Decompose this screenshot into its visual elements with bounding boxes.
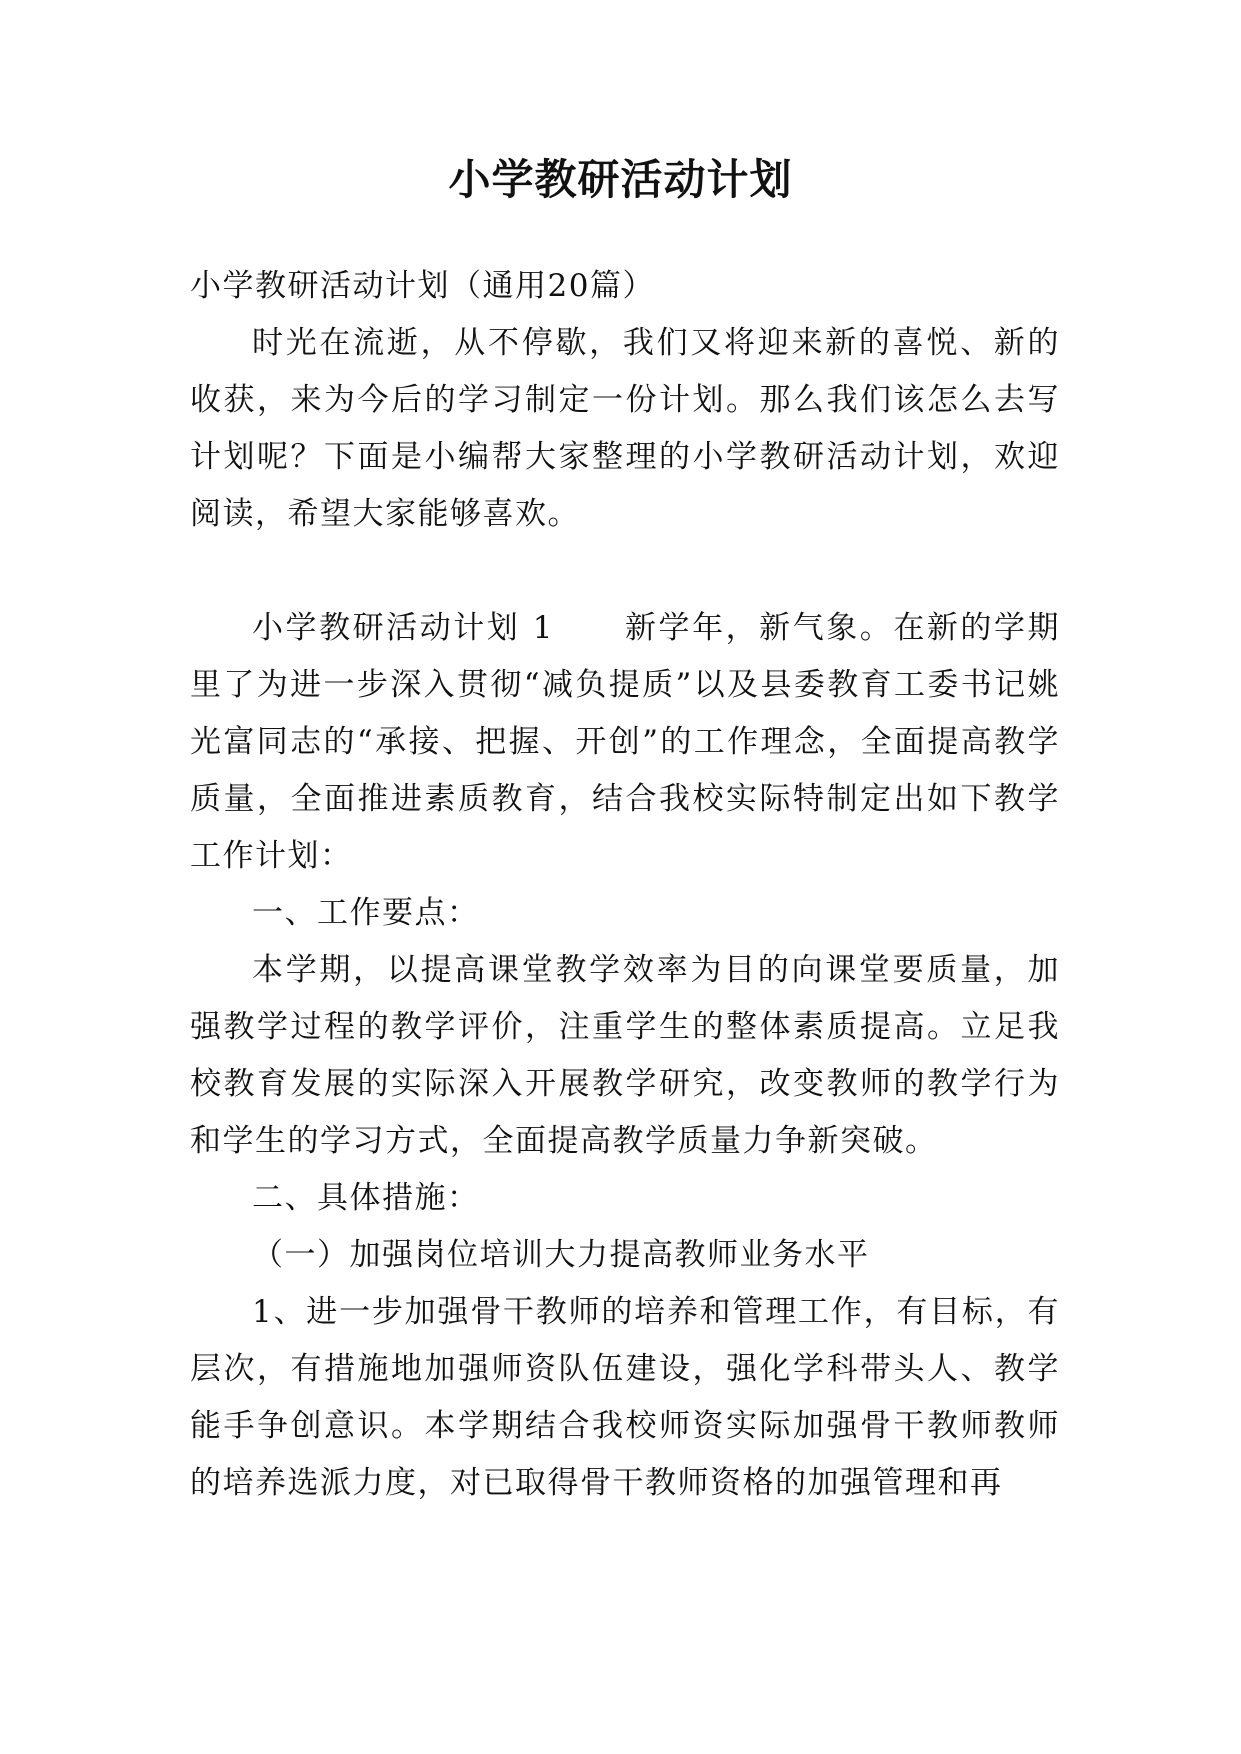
work-points-paragraph: 本学期，以提高课堂教学效率为目的向课堂要质量，加强教学过程的教学评价，注重学生的整体素质提高。立足我校教育发展的实际深入开展教学研究，改变教师的教学行为和学生的学习方式，全面提高教学质量力争新突破。 xyxy=(190,952,1060,1159)
paragraph-gap xyxy=(190,543,1060,600)
section-1-intro: 新学年，新气象。在新的学期里了为进一步深入贯彻“减负提质”以及县委教育工委书记姚光富同志的“承接、把握、开创”的工作理念，全面提高教学质量，全面推进素质教育，结合我校实际特制定出如下教学工作计划： xyxy=(190,610,1061,874)
section-1-paragraph xyxy=(190,600,1060,885)
heading-measures: 二、具体措施： xyxy=(252,1180,480,1216)
intro-paragraph: 时光在流逝，从不停歇，我们又将迎来新的喜悦、新的收获，来为今后的学习制定一份计划。那么我们该怎么去写计划呢？下面是小编帮大家整理的小学教研活动计划，欢迎阅读，希望大家能够喜欢。 xyxy=(190,325,1060,532)
section-1-heading: 小学教研活动计划 1 xyxy=(252,610,554,646)
heading-work-points: 一、工作要点： xyxy=(252,895,480,931)
document-title: 小学教研活动计划 xyxy=(448,155,793,204)
document-body xyxy=(190,258,1060,1512)
document-subtitle: 小学教研活动计划（通用20篇） xyxy=(190,268,655,304)
subheading-1: （一）加强岗位培训大力提高教师业务水平 xyxy=(252,1237,870,1273)
item-1-paragraph: 1、进一步加强骨干教师的培养和管理工作，有目标，有层次，有措施地加强师资队伍建设，强化学科带头人、教学能手争创意识。本学期结合我校师资实际加强骨干教师教师的培养选派力度，对已取得骨干教师资格的加强管理和再 xyxy=(190,1294,1060,1501)
